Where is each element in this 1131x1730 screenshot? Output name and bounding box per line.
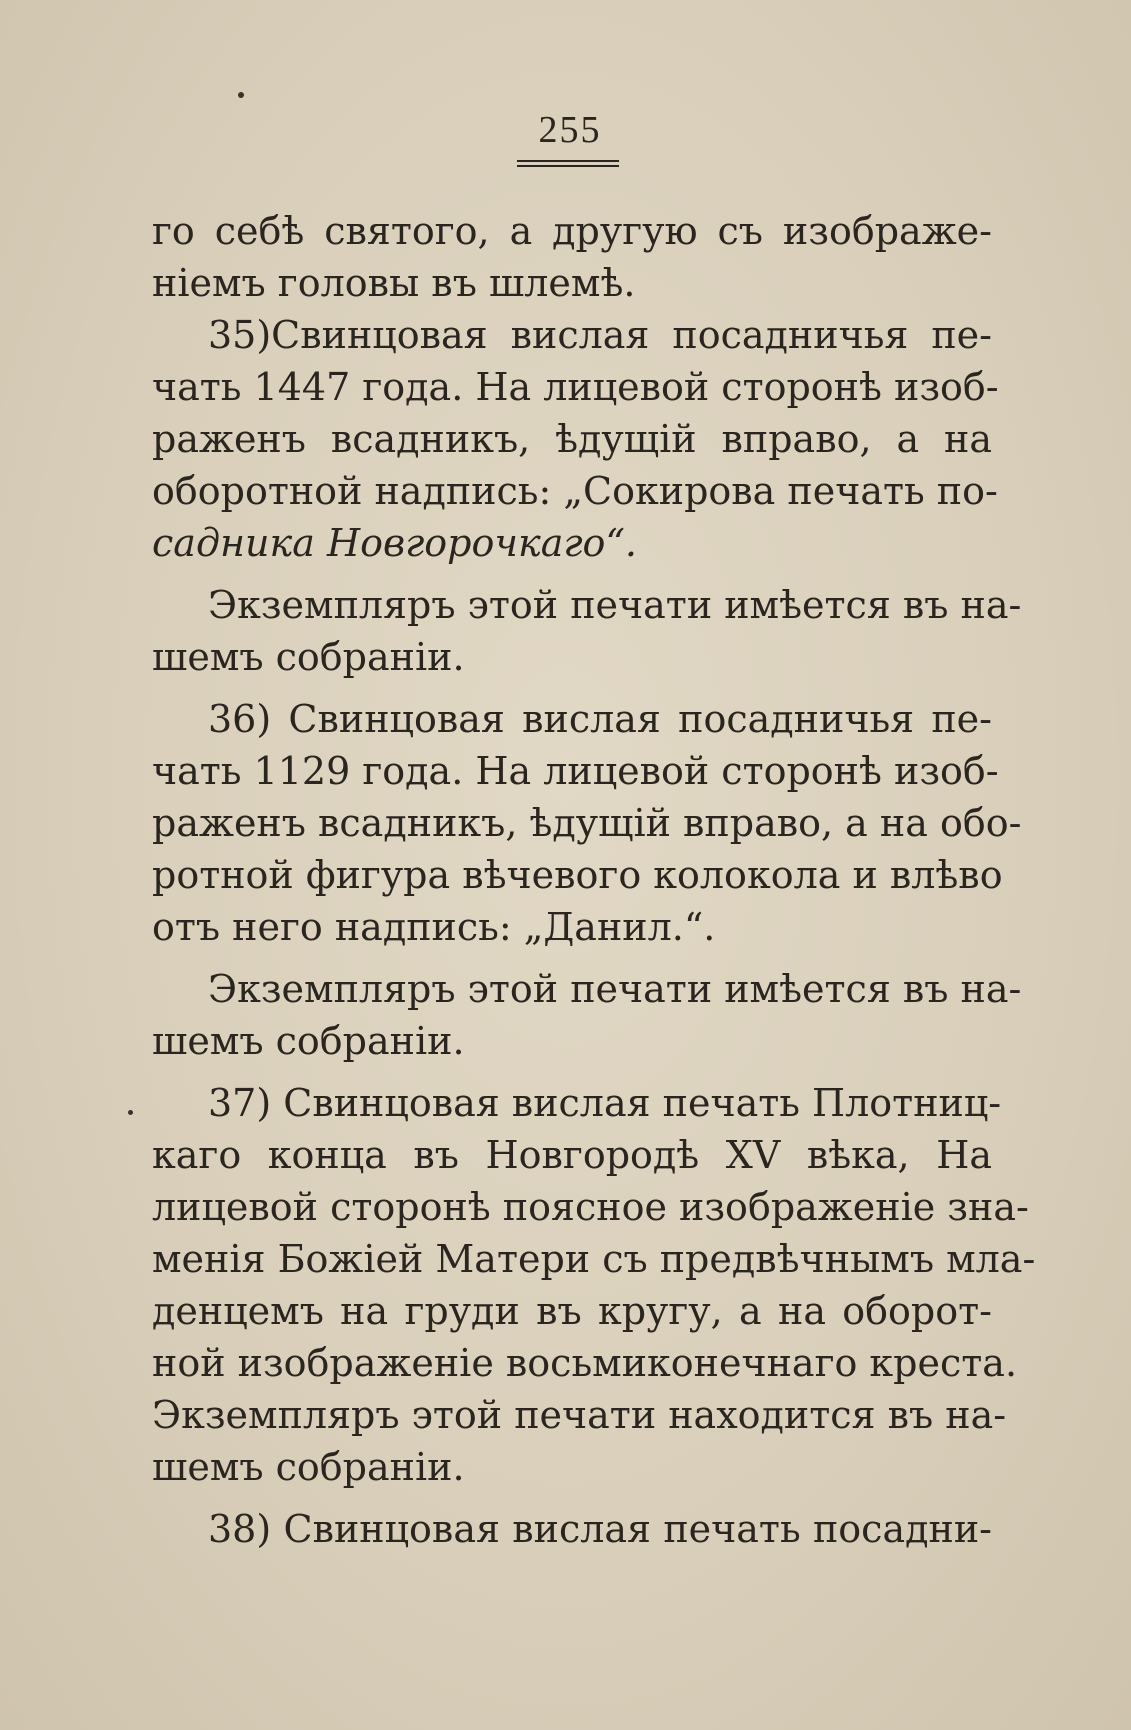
text-line: чать 1447 года. На лицевой сторонѣ изоб- (152, 365, 999, 409)
text-line: 37) Свинцовая вислая печать Плотниц- (208, 1081, 1002, 1125)
text-line: 38) Свинцовая вислая печать посадни- (208, 1507, 992, 1551)
text-line: Экземпляръ этой печати находится въ на- (152, 1393, 1007, 1437)
text-line: ной изображеніе восьмиконечнаго креста. (152, 1341, 1018, 1385)
page-number: 255 (538, 109, 602, 151)
ink-speck (238, 92, 244, 98)
text-line: ніемъ головы въ шлемѣ. (152, 261, 636, 305)
text-line: раженъ всадникъ, ѣдущій вправо, а на обо- (152, 801, 1022, 845)
text-line: каго конца въ Новгородѣ XV вѣка, На (152, 1133, 992, 1177)
text-line: садника Новгорочкаго“. (152, 521, 637, 565)
text-line: менія Божіей Матери съ предвѣчнымъ мла- (152, 1237, 1036, 1281)
body-text (152, 205, 1036, 1555)
text-line: раженъ всадникъ, ѣдущій вправо, а на (152, 417, 992, 461)
ink-speck (128, 1110, 133, 1115)
page-number-rule (517, 160, 619, 167)
text-line: 36) Свинцовая вислая посадничья пе- (208, 697, 992, 741)
text-line: шемъ собраніи. (152, 635, 465, 679)
text-line: оборотной надпись: „Сокирова печать по- (152, 469, 998, 513)
text-line: го себѣ святого, а другую съ изображе- (152, 209, 992, 253)
text-line: денцемъ на груди въ кругу, а на оборот- (152, 1289, 992, 1333)
text-line: чать 1129 года. На лицевой сторонѣ изоб- (152, 749, 999, 793)
text-line: шемъ собраніи. (152, 1019, 465, 1063)
text-line: Экземпляръ этой печати имѣется въ на- (208, 967, 1022, 1011)
text-line: шемъ собраніи. (152, 1445, 465, 1489)
text-line: отъ него надпись: „Данил.“. (152, 905, 716, 949)
text-line: 35)Свинцовая вислая посадничья пе- (208, 313, 992, 357)
text-line: ротной фигура вѣчевого колокола и влѣво (152, 853, 1003, 897)
text-line: лицевой сторонѣ поясное изображеніе зна- (152, 1185, 1029, 1229)
text-line: Экземпляръ этой печати имѣется въ на- (208, 583, 1022, 627)
